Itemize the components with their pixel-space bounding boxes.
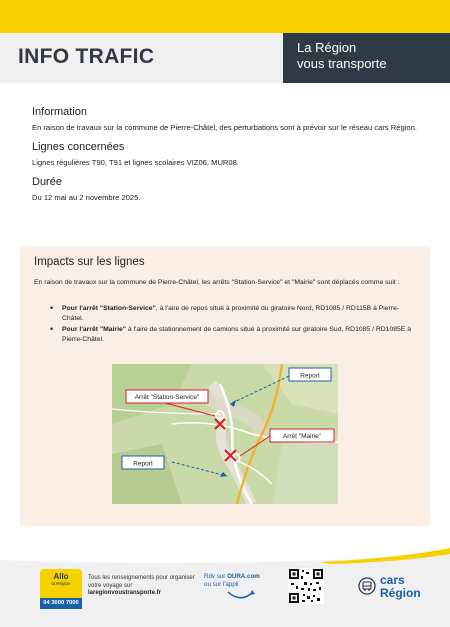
footer-link[interactable]: laregionvoustransporte.fr xyxy=(88,590,162,596)
allo-phone: 04 3000 7000 xyxy=(40,598,82,609)
footer-info-text: Tous les renseignements pour organiser votre voyage sur xyxy=(88,575,195,589)
footer-info xyxy=(88,575,200,598)
tagline-line2: vous transporte xyxy=(297,56,387,71)
duree-text: Du 12 mai au 2 novembre 2025. xyxy=(32,193,141,202)
page-title: INFO TRAFIC xyxy=(18,45,155,68)
cars-line1: cars xyxy=(380,573,405,587)
top-yellow-bar xyxy=(0,0,450,33)
bullet1-bold: Pour l'arrêt "Station-Service" xyxy=(62,305,156,312)
oura-brand[interactable]: OURA.com xyxy=(227,573,260,580)
cars-region-text xyxy=(380,574,421,600)
impacts-title: Impacts sur les lignes xyxy=(34,256,145,268)
cars-line2: Région xyxy=(380,586,421,600)
allo-title: Allo xyxy=(53,572,69,581)
bullet2-text: à l'aire de stationnement de camions situé à proximité sur giratoire Sud, RD1085 / RD1085E à Pierre-Châtel. xyxy=(62,326,411,343)
stops-map xyxy=(112,364,338,504)
cars-region-logo xyxy=(358,573,438,605)
lignes-title: Lignes concernées xyxy=(32,141,125,153)
bullet1-text: , à l'aire de repos situé à proximité du giratoire Nord, RD1085 / RD115B à Pierre-Châtel. xyxy=(62,305,400,322)
bullet-station-service xyxy=(50,304,420,323)
header-tagline-box xyxy=(283,33,450,83)
qr-code-icon[interactable] xyxy=(288,568,324,604)
allo-sub: la Région xyxy=(51,581,71,586)
impacts-bullets xyxy=(50,304,420,346)
footer xyxy=(0,560,450,627)
rdv-text1: Rdv sur xyxy=(204,573,226,580)
allo-region-logo xyxy=(40,569,82,609)
bullet-mairie xyxy=(50,325,420,344)
information-text: En raison de travaux sur la commune de Pierre-Châtel, des perturbations sont à prévoir sur le réseau cars Région. xyxy=(32,123,417,132)
app-arrow-icon xyxy=(226,589,256,601)
rdv-text2: ou sur l'appli xyxy=(204,580,239,588)
map-label-report-2: Report xyxy=(133,460,153,468)
bullet2-bold: Pour l'arrêt "Mairie" xyxy=(62,326,126,333)
duree-title: Durée xyxy=(32,176,62,188)
map-label-report-1: Report xyxy=(300,372,320,380)
information-title: Information xyxy=(32,106,88,118)
lignes-text: Lignes régulières T90, T91 et lignes scolaires VIZ06, MUR08. xyxy=(32,158,239,167)
bus-icon xyxy=(358,577,376,595)
impacts-panel xyxy=(20,246,430,526)
info-content xyxy=(32,106,428,211)
impacts-intro: En raison de travaux sur la commune de Pierre-Châtel, les arrêts "Station-Service" et "Mairie" sont déplacés comme suit : xyxy=(34,279,400,286)
map-label-station-service: Arrêt "Station-Service" xyxy=(134,394,200,401)
rdv-oura xyxy=(204,573,264,601)
tagline-line1: La Région xyxy=(297,40,357,55)
map-label-mairie: Arrêt "Mairie" xyxy=(282,433,322,440)
